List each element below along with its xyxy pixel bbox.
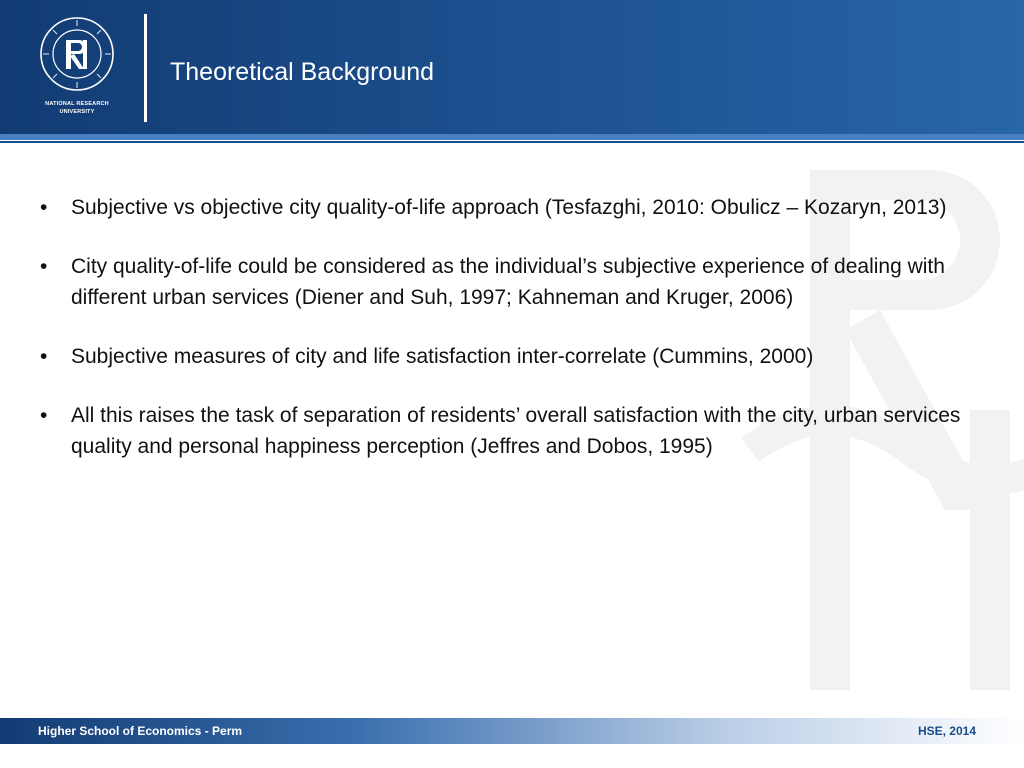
bullet-marker: •	[40, 404, 48, 427]
footer-bottom-band	[0, 744, 1024, 768]
footer-institution: Higher School of Economics - Perm	[38, 724, 243, 738]
bullet-text: Subjective measures of city and life satisfaction inter-correlate (Cummins, 2000)	[71, 345, 814, 368]
bullet-text: All this raises the task of separation of residents’ overall satisfaction with the city, urban services quality and personal happiness perception (Jeffres and Dobos, 1995)	[71, 404, 961, 458]
bullet-marker: •	[40, 255, 48, 278]
header-divider	[144, 14, 147, 122]
bullet-item	[40, 400, 990, 462]
bullet-item	[40, 341, 990, 372]
logo-caption-line2: UNIVERSITY	[59, 109, 95, 115]
bullet-text: Subjective vs objective city quality-of-life approach (Tesfazghi, 2010: Obulicz – Kozaryn, 2013)	[71, 196, 947, 219]
bullet-marker: •	[40, 345, 48, 368]
bullet-marker: •	[40, 196, 48, 219]
logo-caption	[30, 100, 124, 116]
slide-title: Theoretical Background	[170, 58, 435, 86]
header-stripe	[0, 134, 1024, 140]
footer-year: HSE, 2014	[917, 724, 976, 738]
header-line	[0, 141, 1024, 143]
bullet-text: City quality-of-life could be considered as the individual’s subjective experience of dealing with different urban services (Diener and Suh, 1997; Kahneman and Kruger, 2006)	[71, 255, 945, 309]
slide-header	[0, 0, 1024, 134]
slide-footer	[0, 718, 1024, 744]
bullet-list	[40, 192, 990, 490]
bullet-item	[40, 251, 990, 313]
bullet-item	[40, 192, 990, 223]
hse-logo	[30, 14, 124, 124]
hse-seal-icon	[30, 14, 124, 100]
logo-caption-line1: NATIONAL RESEARCH	[45, 101, 109, 107]
